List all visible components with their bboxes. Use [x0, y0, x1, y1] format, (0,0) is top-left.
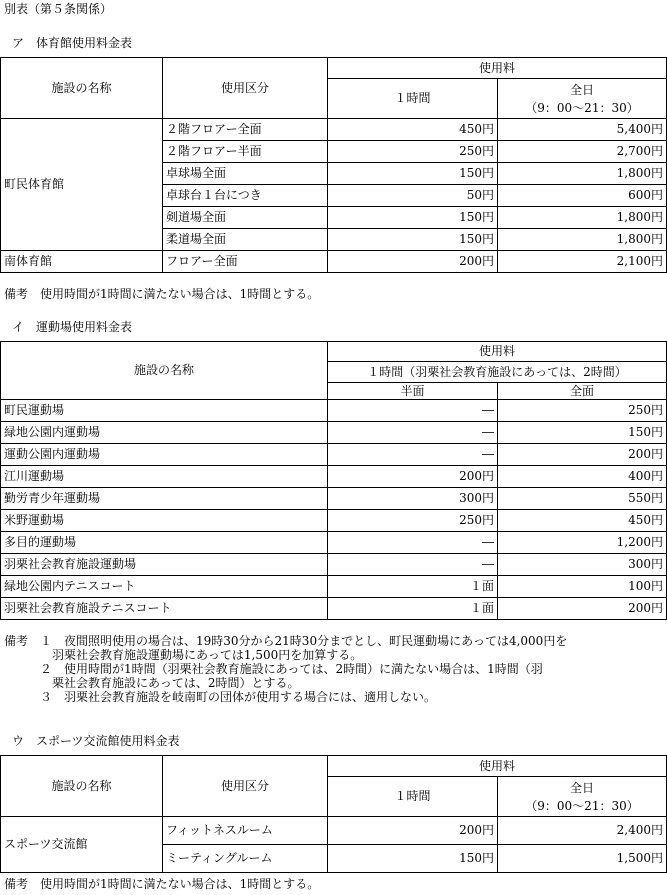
- hour-fee: 200円: [328, 817, 498, 845]
- full-fee: 250円: [498, 400, 667, 422]
- hour-fee: 150円: [328, 207, 498, 229]
- facility-sports-hall: スポーツ交流館: [1, 817, 163, 873]
- header-full-day: [498, 777, 667, 817]
- usage-category: フロアー全面: [163, 251, 328, 273]
- sports-hall-note: 備考 使用時間が1時間に満たない場合は、1時間とする。: [4, 877, 320, 891]
- usage-category: フィットネスルーム: [163, 817, 328, 845]
- sports-hall-fee-table: [0, 755, 667, 873]
- usage-category: 柔道場全面: [163, 229, 328, 251]
- full-fee: 150円: [498, 422, 667, 444]
- day-fee: 1,800円: [498, 163, 667, 185]
- full-fee: 300円: [498, 554, 667, 576]
- header-half: 半面: [328, 383, 498, 400]
- header-fee: 使用料: [328, 58, 667, 79]
- full-fee: 550円: [498, 488, 667, 510]
- field-name: 羽栗社会教育施設運動場: [1, 554, 328, 576]
- header-fee: 使用料: [328, 756, 667, 777]
- full-day-label: 全日: [570, 82, 595, 97]
- day-fee: 1,800円: [498, 229, 667, 251]
- half-fee: 200円: [328, 466, 498, 488]
- gym-note: 備考 使用時間が1時間に満たない場合は、1時間とする。: [4, 287, 320, 301]
- hour-fee: 150円: [328, 229, 498, 251]
- field-name: 江川運動場: [1, 466, 328, 488]
- field-name: 米野運動場: [1, 510, 328, 532]
- note-line: ２ 使用時間が1時間（羽栗社会教育施設にあっては、2時間）に満たない場合は、1時間（羽: [4, 662, 543, 676]
- header-facility-name: 施設の名称: [1, 342, 328, 400]
- header-per-hour: １時間: [328, 79, 498, 119]
- note-line: 羽栗社会教育施設運動場にあっては1,500円を加算する。: [4, 648, 363, 662]
- court-unit: １面: [328, 598, 498, 620]
- facility-south-gym: 南体育館: [1, 251, 163, 273]
- hour-fee: 50円: [328, 185, 498, 207]
- header-usage-category: 使用区分: [163, 756, 328, 817]
- field-notes: [4, 634, 567, 704]
- court-unit: １面: [328, 576, 498, 598]
- hour-fee: 250円: [328, 141, 498, 163]
- half-fee: ―: [328, 444, 498, 466]
- full-fee: 400円: [498, 466, 667, 488]
- field-name: 多目的運動場: [1, 532, 328, 554]
- tennis-court-name: 緑地公園内テニスコート: [1, 576, 328, 598]
- usage-category: 剣道場全面: [163, 207, 328, 229]
- half-fee: ―: [328, 422, 498, 444]
- half-fee: 300円: [328, 488, 498, 510]
- day-fee: 1,500円: [498, 845, 667, 873]
- header-full-day: [498, 79, 667, 119]
- field-name: 町民運動場: [1, 400, 328, 422]
- hour-fee: 200円: [328, 251, 498, 273]
- field-name: 運動公園内運動場: [1, 444, 328, 466]
- field-name: 緑地公園内運動場: [1, 422, 328, 444]
- note-line: 栗社会教育施設にあっては、2時間）とする。: [4, 676, 300, 690]
- gym-table-title: ア 体育館使用料金表: [12, 36, 133, 50]
- header-per-hour: １時間: [328, 777, 498, 817]
- note-line: ３ 羽栗社会教育施設を岐南町の団体が使用する場合には、適用しない。: [4, 690, 437, 704]
- header-facility-name: 施設の名称: [1, 58, 163, 119]
- tennis-court-name: 羽栗社会教育施設テニスコート: [1, 598, 328, 620]
- day-fee: 600円: [498, 185, 667, 207]
- header-per-hour: １時間（羽栗社会教育施設にあっては、2時間）: [328, 362, 667, 383]
- half-fee: ―: [328, 554, 498, 576]
- sports-hall-table-title: ウ スポーツ交流館使用料金表: [12, 734, 180, 748]
- half-fee: ―: [328, 532, 498, 554]
- full-fee: 100円: [498, 576, 667, 598]
- usage-category: ２階フロアー半面: [163, 141, 328, 163]
- full-fee: 200円: [498, 444, 667, 466]
- day-fee: 2,400円: [498, 817, 667, 845]
- gym-fee-table: [0, 57, 667, 273]
- field-fee-table: [0, 341, 667, 620]
- full-fee: 450円: [498, 510, 667, 532]
- hour-fee: 150円: [328, 845, 498, 873]
- hour-fee: 150円: [328, 163, 498, 185]
- field-name: 勤労青少年運動場: [1, 488, 328, 510]
- usage-category: ２階フロアー全面: [163, 119, 328, 141]
- header-facility-name: 施設の名称: [1, 756, 163, 817]
- full-fee: 200円: [498, 598, 667, 620]
- header-usage-category: 使用区分: [163, 58, 328, 119]
- hour-fee: 450円: [328, 119, 498, 141]
- facility-town-gym: 町民体育館: [1, 119, 163, 251]
- field-table-title: イ 運動場使用料金表: [12, 320, 133, 334]
- day-fee: 2,100円: [498, 251, 667, 273]
- header-full: 全面: [498, 383, 667, 400]
- usage-category: 卓球台１台につき: [163, 185, 328, 207]
- usage-category: 卓球場全面: [163, 163, 328, 185]
- full-fee: 1,200円: [498, 532, 667, 554]
- usage-category: ミーティングルーム: [163, 845, 328, 873]
- half-fee: 250円: [328, 510, 498, 532]
- day-fee: 2,700円: [498, 141, 667, 163]
- note-line: 備考 １ 夜間照明使用の場合は、19時30分から21時30分までとし、町民運動場にあっては4,000円を: [4, 634, 568, 648]
- header-fee: 使用料: [328, 342, 667, 362]
- full-day-hours: （9：00～21：30）: [525, 100, 639, 115]
- full-day-label: 全日: [570, 780, 595, 795]
- day-fee: 1,800円: [498, 207, 667, 229]
- appendix-header: 別表（第５条関係）: [4, 2, 113, 16]
- day-fee: 5,400円: [498, 119, 667, 141]
- full-day-hours: （9：00～21：30）: [525, 798, 639, 813]
- half-fee: ―: [328, 400, 498, 422]
